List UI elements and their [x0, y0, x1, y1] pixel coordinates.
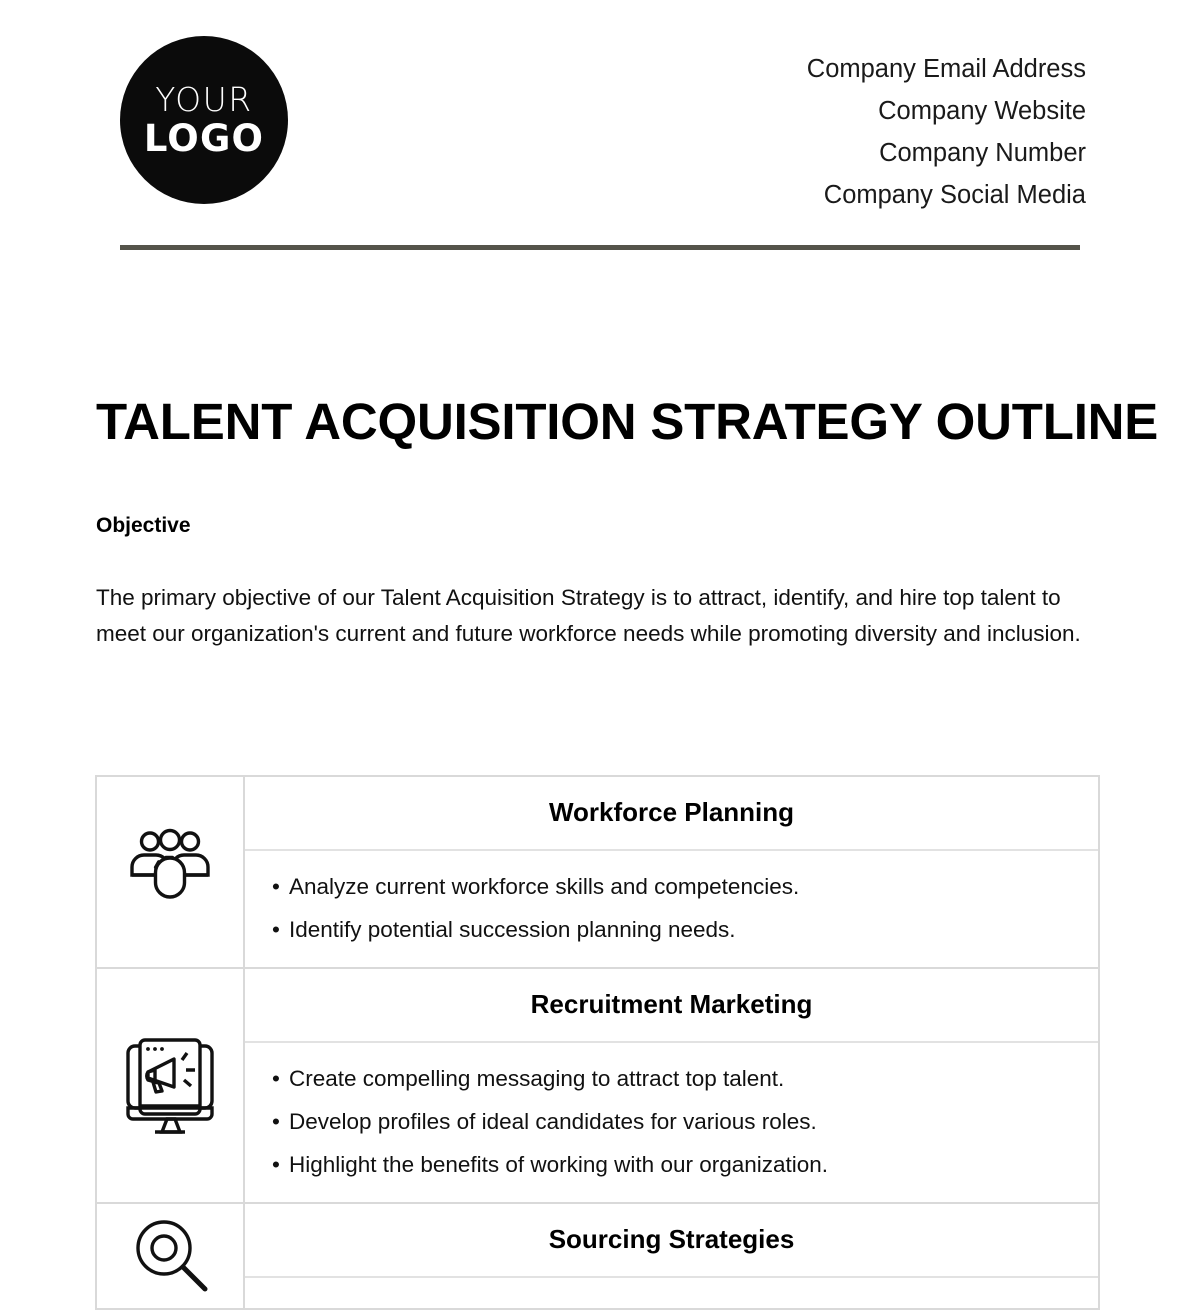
table-row [97, 1204, 1100, 1310]
page-title: TALENT ACQUISITION STRATEGY OUTLINE [96, 393, 1159, 450]
logo-circle [120, 36, 288, 204]
contact-social-media: Company Social Media [823, 181, 1086, 209]
section-body [245, 969, 1100, 1202]
section-items [245, 1278, 1098, 1308]
list-item: • Develop profiles of ideal candidates for various roles. [263, 1100, 1080, 1143]
magnifier-icon [97, 1204, 245, 1308]
section-heading: Recruitment Marketing [245, 969, 1098, 1043]
objective-label: Objective [96, 514, 191, 537]
list-item: • Highlight the benefits of working with our organization. [263, 1143, 1080, 1186]
objective-body [96, 580, 1104, 652]
section-body [245, 777, 1100, 967]
list-item: • Analyze current workforce skills and competencies. [263, 865, 1080, 908]
section-heading: Sourcing Strategies [245, 1204, 1098, 1278]
company-contact-block [807, 36, 1086, 216]
list-item: • Create compelling messaging to attract top talent. [263, 1057, 1080, 1100]
header-divider [120, 245, 1080, 250]
objective-paragraph: The primary objective of our Talent Acquisition Strategy is to attract, identify, and hire top talent to meet our organization's current and future workforce needs while promoting diversity and inclusion. [96, 585, 1081, 646]
section-items [245, 1043, 1098, 1202]
table-row [97, 969, 1100, 1204]
monitor-megaphone-icon [97, 969, 245, 1202]
people-gear-icon [97, 777, 245, 967]
contact-website: Company Website [878, 97, 1086, 125]
section-items [245, 851, 1098, 967]
logo-text-your: YOUR [155, 80, 253, 119]
strategy-table [95, 775, 1100, 1310]
contact-email-address: Company Email Address [806, 55, 1086, 83]
section-heading: Workforce Planning [245, 777, 1098, 851]
contact-number: Company Number [879, 139, 1086, 167]
document-header [0, 0, 1200, 216]
logo-text-logo: LOGO [143, 117, 265, 160]
list-item: • Identify potential succession planning needs. [263, 908, 1080, 951]
table-row [97, 777, 1100, 969]
section-body [245, 1204, 1100, 1308]
